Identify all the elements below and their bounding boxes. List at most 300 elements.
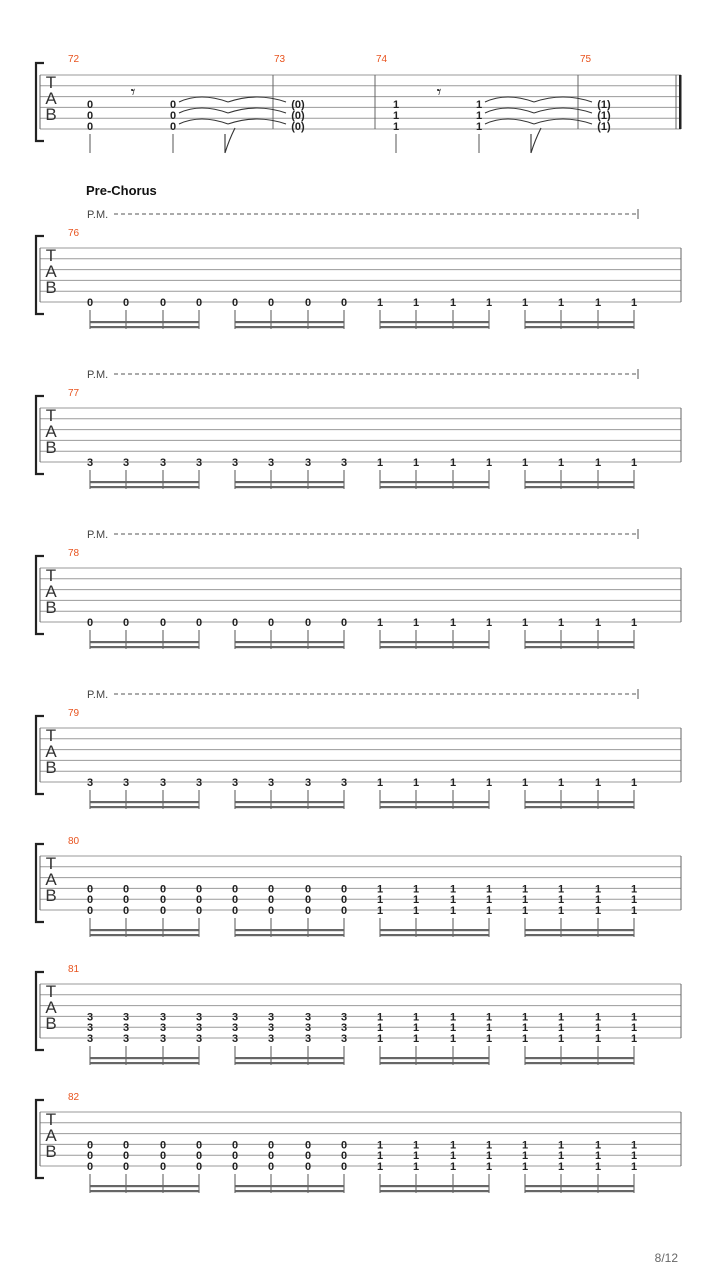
fret-number: 3 [122,1011,130,1024]
fret-number: 0 [122,617,130,629]
fret-number: 0 [195,1161,203,1173]
beam [90,321,199,323]
fret-number: 1 [376,1022,384,1035]
fret-number: 0 [122,1150,130,1163]
fret-number: 0 [122,905,130,917]
fret-number: 1 [412,894,420,907]
fret-number: 0 [159,1150,167,1163]
fret-number: 0 [231,1139,239,1152]
tab-clef-letter: T [45,854,57,873]
fret-number: 1 [412,777,420,789]
tie-arc [228,108,286,113]
fret-number: 0 [267,894,275,907]
beam [235,1185,344,1187]
fret-number: 0 [267,905,275,917]
fret-number: 1 [449,457,457,469]
beam [525,1185,634,1187]
beam [90,1190,199,1192]
fret-number: 0 [231,883,239,896]
fret-number: 3 [304,1033,312,1045]
fret-number: 1 [485,905,493,917]
fret-number: 1 [594,777,602,789]
fret-number: 3 [304,457,312,469]
beam [525,801,634,803]
tie-arc [179,108,228,113]
fret-number: 0 [195,1150,203,1163]
fret-number: 1 [630,1022,638,1035]
measure-number: 73 [274,54,286,65]
beam [380,646,489,648]
fret-number: 1 [557,1150,565,1163]
measure-number: 74 [376,54,388,65]
fret-number: 1 [449,1022,457,1035]
fret-number: 3 [231,457,239,469]
fret-number: 0 [267,883,275,896]
fret-number: 1 [485,457,493,469]
fret-number: 0 [340,1150,348,1163]
beam [525,486,634,488]
tied-fret-number: (1) [597,121,611,133]
fret-number: 1 [557,1139,565,1152]
beam [235,326,344,328]
tab-clef-letter: B [45,1142,57,1161]
beam [380,641,489,643]
section-label: Pre-Chorus [86,183,157,198]
beam [380,801,489,803]
fret-number: 1 [376,457,384,469]
beam [90,641,199,643]
fret-number: 1 [376,777,384,789]
system-81-staff [36,964,681,1065]
fret-number: 3 [195,1022,203,1035]
fret-number: 1 [630,1150,638,1163]
fret-number: 0 [159,905,167,917]
eighth-rest-icon: 𝄾 [436,82,442,103]
fret-number: 1 [630,1139,638,1152]
fret-number: 3 [195,1033,203,1045]
beam [235,801,344,803]
page-number: 8/12 [654,1251,678,1265]
fret-number: 1 [630,617,638,629]
fret-number: 1 [557,777,565,789]
fret-number: 1 [449,777,457,789]
fret-number: 0 [304,1161,312,1173]
fret-number: 1 [594,457,602,469]
fret-number: 0 [86,617,94,629]
fret-number: 0 [86,297,94,309]
beam [235,806,344,808]
fret-number: 1 [449,617,457,629]
beam [90,934,199,936]
tied-fret-number: (0) [291,99,305,111]
beam [525,929,634,931]
fret-number: 3 [159,457,167,469]
fret-number: 1 [376,1139,384,1152]
beam [235,321,344,323]
fret-number: 1 [376,894,384,907]
fret-number: 3 [267,1011,275,1024]
fret-number: 1 [630,457,638,469]
tie-arc [485,108,534,113]
fret-number: 3 [340,1033,348,1045]
fret-number: 0 [159,617,167,629]
beam [380,486,489,488]
final-barline [679,75,682,129]
tab-clef-letter: A [45,262,57,281]
fret-number: 1 [521,905,529,917]
fret-number: 0 [231,905,239,917]
fret-number: 0 [86,1161,94,1173]
beam [380,806,489,808]
fret-number: 1 [392,99,400,111]
fret-number: 0 [304,894,312,907]
fret-number: 1 [630,894,638,907]
fret-number: 1 [557,1022,565,1035]
fret-number: 3 [122,777,130,789]
system-76-staff [36,183,681,329]
fret-number: 0 [195,883,203,896]
fret-number: 1 [521,297,529,309]
fret-number: 1 [376,617,384,629]
beam [90,646,199,648]
fret-number: 0 [86,1139,94,1152]
fret-number: 0 [304,297,312,309]
tie-arc [534,119,592,124]
tie-arc [179,97,228,102]
beam [90,481,199,483]
fret-number: 0 [195,905,203,917]
fret-number: 0 [159,1139,167,1152]
fret-number: 3 [340,1022,348,1035]
fret-number: 3 [231,777,239,789]
fret-number: 1 [630,883,638,896]
beam [525,1190,634,1192]
tie-arc [534,108,592,113]
system-79-staff [36,689,681,809]
fret-number: 1 [392,110,400,122]
tab-clef-letter: A [45,870,57,889]
beam [90,806,199,808]
tab-clef-letter: B [45,886,57,905]
fret-number: 1 [485,894,493,907]
fret-number: 0 [169,110,177,122]
fret-number: 1 [630,297,638,309]
beam [525,481,634,483]
beam [525,326,634,328]
tab-clef-letter: A [45,422,57,441]
fret-number: 0 [231,1161,239,1173]
fret-number: 3 [86,457,94,469]
fret-number: 1 [449,905,457,917]
fret-number: 1 [521,457,529,469]
measure-number: 79 [68,708,80,719]
tab-clef-letter: T [45,566,57,585]
tab-clef-letter: B [45,105,57,124]
fret-number: 1 [449,1011,457,1024]
beam [90,801,199,803]
fret-number: 1 [449,1161,457,1173]
fret-number: 1 [485,617,493,629]
fret-number: 0 [169,121,177,133]
system-77-staff [36,369,681,489]
fret-number: 0 [86,905,94,917]
fret-number: 1 [521,1033,529,1045]
fret-number: 1 [485,1139,493,1152]
fret-number: 1 [557,1161,565,1173]
tab-clef-letter: T [45,73,57,92]
beam [525,934,634,936]
fret-number: 0 [304,1139,312,1152]
fret-number: 0 [231,894,239,907]
beam [380,1062,489,1064]
fret-number: 1 [594,297,602,309]
fret-number: 1 [521,1011,529,1024]
eighth-rest-icon: 𝄾 [130,82,136,103]
fret-number: 0 [122,1161,130,1173]
fret-number: 1 [521,1161,529,1173]
fret-number: 1 [594,894,602,907]
fret-number: 1 [449,297,457,309]
fret-number: 3 [86,777,94,789]
fret-number: 1 [521,883,529,896]
fret-number: 0 [231,297,239,309]
fret-number: 1 [376,1011,384,1024]
system-1-staff [36,54,682,153]
fret-number: 0 [159,297,167,309]
fret-number: 1 [557,297,565,309]
note-stem [225,128,235,153]
palm-mute-label: P.M. [87,529,109,541]
beam [90,1185,199,1187]
system-82-staff [36,1092,681,1193]
fret-number: 3 [267,1022,275,1035]
fret-number: 1 [630,777,638,789]
beam [380,481,489,483]
fret-number: 1 [412,1033,420,1045]
tab-clef-letter: B [45,1014,57,1033]
fret-number: 1 [376,1150,384,1163]
fret-number: 1 [594,883,602,896]
tie-arc [228,119,286,124]
fret-number: 1 [376,1033,384,1045]
fret-number: 0 [86,121,94,133]
fret-number: 1 [485,1033,493,1045]
fret-number: 0 [122,883,130,896]
beam [90,1062,199,1064]
beam [235,1062,344,1064]
fret-number: 1 [485,297,493,309]
beam [525,646,634,648]
fret-number: 0 [159,1161,167,1173]
tab-clef-letter: B [45,278,57,297]
fret-number: 1 [449,883,457,896]
measure-number: 77 [68,388,80,399]
beam [380,1185,489,1187]
fret-number: 1 [557,883,565,896]
fret-number: 0 [86,883,94,896]
fret-number: 1 [557,894,565,907]
fret-number: 3 [86,1011,94,1024]
tab-clef-letter: A [45,89,57,108]
fret-number: 1 [594,617,602,629]
fret-number: 1 [475,99,483,111]
fret-number: 3 [340,457,348,469]
beam [235,934,344,936]
palm-mute-label: P.M. [87,369,109,381]
beam [90,486,199,488]
fret-number: 0 [195,1139,203,1152]
fret-number: 1 [594,1022,602,1035]
fret-number: 1 [485,1161,493,1173]
fret-number: 1 [485,1011,493,1024]
tied-fret-number: (0) [291,121,305,133]
fret-number: 1 [485,777,493,789]
fret-number: 3 [86,1033,94,1045]
tie-arc [485,97,534,102]
beam [90,326,199,328]
fret-number: 0 [122,894,130,907]
fret-number: 1 [630,905,638,917]
fret-number: 1 [594,905,602,917]
fret-number: 3 [231,1033,239,1045]
fret-number: 1 [412,1022,420,1035]
fret-number: 0 [267,1139,275,1152]
measure-number: 78 [68,548,80,559]
fret-number: 1 [630,1161,638,1173]
beam [525,806,634,808]
tie-arc [485,119,534,124]
fret-number: 1 [594,1033,602,1045]
fret-number: 3 [304,1011,312,1024]
fret-number: 0 [304,617,312,629]
tab-clef-letter: A [45,998,57,1017]
fret-number: 3 [159,1033,167,1045]
measure-number: 76 [68,228,80,239]
tab-clef-letter: T [45,246,57,265]
fret-number: 0 [267,297,275,309]
fret-number: 0 [122,1139,130,1152]
fret-number: 1 [557,1033,565,1045]
fret-number: 0 [304,883,312,896]
fret-number: 1 [594,1161,602,1173]
fret-number: 1 [485,883,493,896]
fret-number: 0 [340,894,348,907]
fret-number: 3 [122,457,130,469]
beam [235,486,344,488]
fret-number: 1 [557,905,565,917]
fret-number: 1 [594,1139,602,1152]
beam [235,1057,344,1059]
beam [380,1190,489,1192]
fret-number: 1 [557,457,565,469]
fret-number: 1 [376,297,384,309]
beam [235,641,344,643]
fret-number: 3 [340,777,348,789]
fret-number: 1 [485,1022,493,1035]
fret-number: 1 [412,297,420,309]
beam [525,321,634,323]
note-stem [531,128,541,153]
tie-arc [534,97,592,102]
tied-fret-number: (1) [597,110,611,122]
fret-number: 1 [449,1150,457,1163]
fret-number: 1 [392,121,400,133]
fret-number: 1 [412,883,420,896]
tab-clef-letter: T [45,1110,57,1129]
beam [525,641,634,643]
fret-number: 0 [195,297,203,309]
fret-number: 1 [412,1150,420,1163]
fret-number: 0 [86,99,94,111]
fret-number: 0 [340,905,348,917]
fret-number: 3 [122,1033,130,1045]
fret-number: 0 [86,894,94,907]
fret-number: 1 [412,1161,420,1173]
fret-number: 3 [122,1022,130,1035]
fret-number: 3 [231,1022,239,1035]
fret-number: 1 [521,617,529,629]
fret-number: 1 [412,1011,420,1024]
fret-number: 1 [521,1150,529,1163]
fret-number: 0 [159,883,167,896]
fret-number: 1 [376,883,384,896]
fret-number: 3 [267,1033,275,1045]
fret-number: 0 [304,905,312,917]
fret-number: 0 [267,1161,275,1173]
fret-number: 3 [304,1022,312,1035]
fret-number: 3 [86,1022,94,1035]
fret-number: 1 [521,1022,529,1035]
beam [380,321,489,323]
fret-number: 0 [231,617,239,629]
fret-number: 1 [475,121,483,133]
fret-number: 1 [485,1150,493,1163]
fret-number: 0 [267,1150,275,1163]
beam [90,929,199,931]
tied-fret-number: (1) [597,99,611,111]
fret-number: 0 [195,894,203,907]
beam [90,1057,199,1059]
fret-number: 1 [376,905,384,917]
fret-number: 1 [412,457,420,469]
fret-number: 3 [195,457,203,469]
fret-number: 1 [521,1139,529,1152]
fret-number: 0 [340,883,348,896]
fret-number: 1 [630,1011,638,1024]
fret-number: 1 [412,905,420,917]
fret-number: 1 [412,1139,420,1152]
beam [380,1057,489,1059]
beam [380,934,489,936]
fret-number: 3 [159,1011,167,1024]
tab-clef-letter: B [45,758,57,777]
fret-number: 0 [159,894,167,907]
tab-clef-letter: A [45,582,57,601]
fret-number: 1 [449,1033,457,1045]
tab-clef-letter: A [45,742,57,761]
fret-number: 1 [594,1150,602,1163]
fret-number: 1 [557,617,565,629]
beam [380,326,489,328]
system-78-staff [36,529,681,649]
tab-clef-letter: B [45,598,57,617]
fret-number: 0 [340,1139,348,1152]
fret-number: 3 [267,457,275,469]
fret-number: 0 [86,110,94,122]
fret-number: 0 [122,297,130,309]
fret-number: 3 [267,777,275,789]
beam [525,1057,634,1059]
